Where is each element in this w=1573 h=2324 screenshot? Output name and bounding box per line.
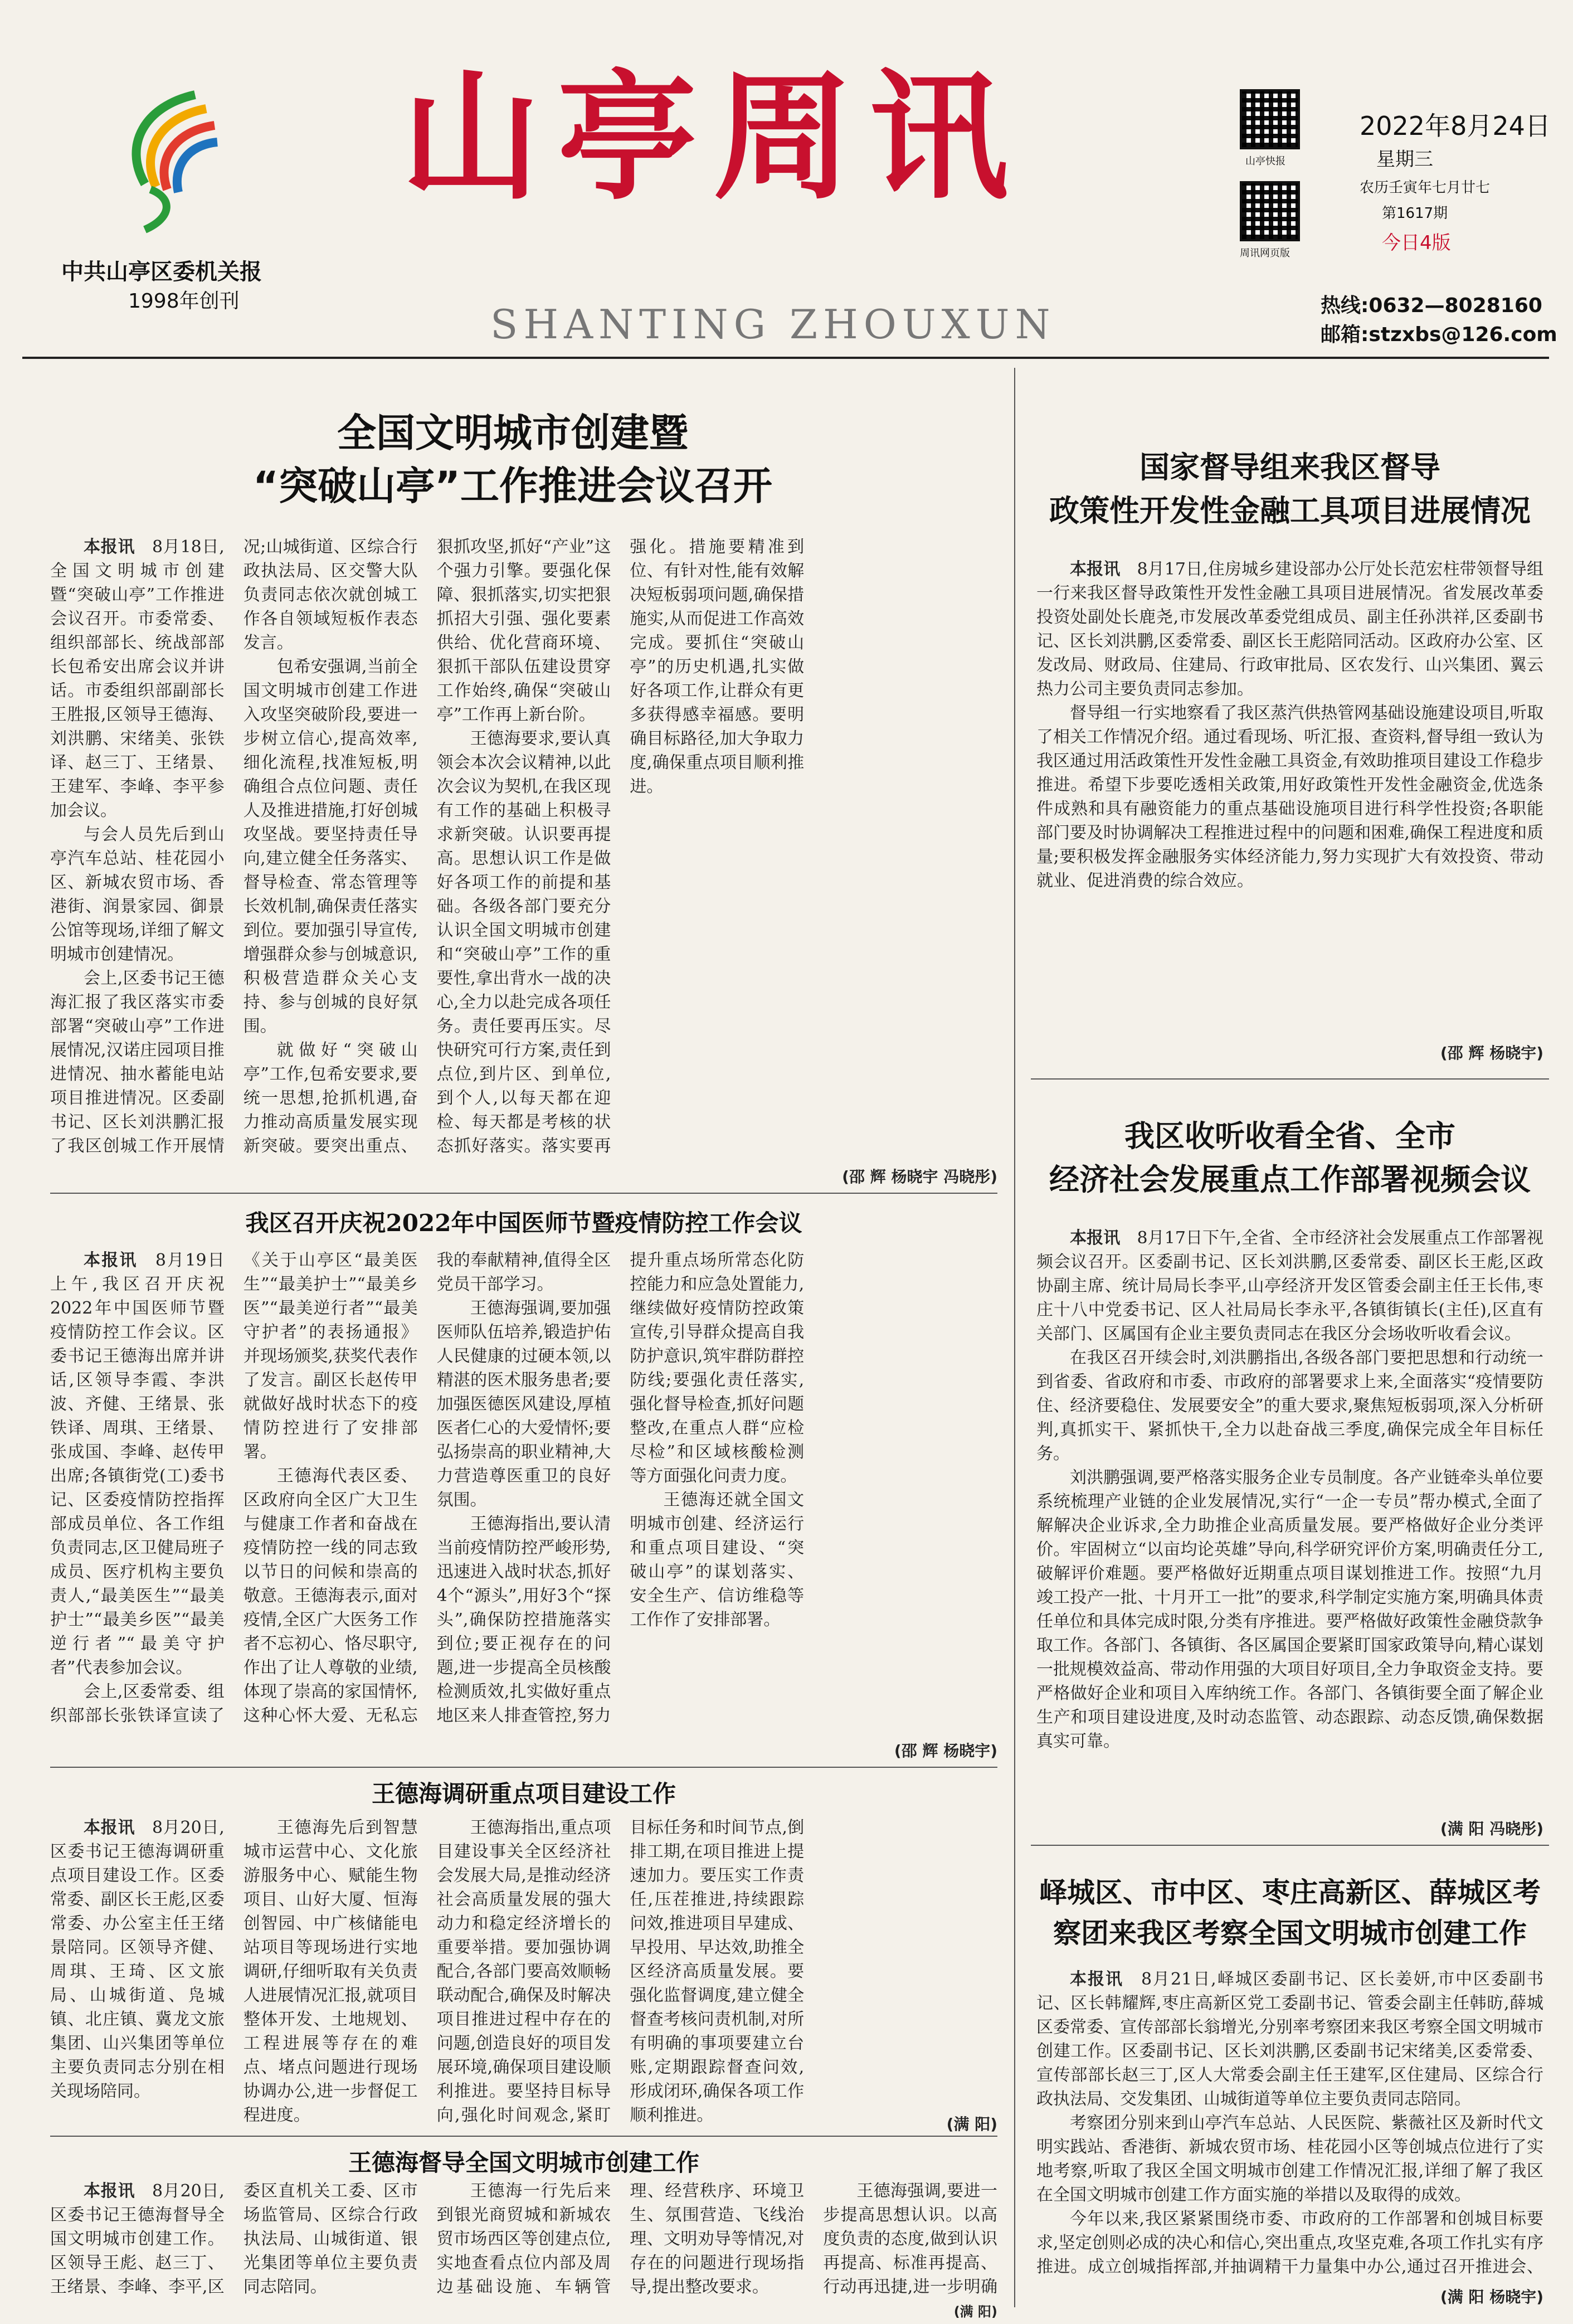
- article-headline: [1031, 446, 1549, 533]
- dateline: 本报讯: [1070, 1970, 1123, 1989]
- article-headline: 王德海督导全国文明城市创建工作: [348, 2149, 699, 2176]
- paragraph: 刘洪鹏强调,要严格落实服务企业专员制度。各产业链牵头单位要系统梳理产业链的企业发展情况,实行“一企一专员”帮办模式,全面了解解决企业诉求,全力助推企业高质量发展。要严格做好企业分类评价。牢固树立“以亩均论英雄”导向,科学研究评价方案,明确责任分工,破解评价难题。要严格做好近期重点项目谋划推进工作。按照“九月竣工投产一批、十月开工一批”的要求,科学制定实施方案,明确具体责任单位和具体完成时限,分类有序推进。要严格做好政策性金融贷款争取工作。各部门、各镇街、各区属国企要紧盯国家政策导向,精心谋划一批规模效益高、带动作用强的大项目好项目,全力争取资金支持。要严格做好企业和项目入库纳统工作。各部门、各镇街要全面了解企业生产和项目建设进度,及时动态监管、动态跟踪、动态反馈,确保数据真实可靠。: [1036, 1468, 1543, 1751]
- lead-headline-line1: 全国文明城市创建暨: [337, 410, 688, 456]
- paragraph: 今年以来,我区紧紧围绕市委、市政府的工作部署和创城目标要求,坚定创则必成的决心和信心,突出重点,攻坚克难,各项工作扎实有序推进。成立创城指挥部,并抽调精干力量集中办公,通过召开推进会、: [1036, 2209, 1543, 2277]
- qr-code-icon: [1240, 181, 1300, 241]
- qr-caption-1: 山亭快报: [1245, 155, 1285, 167]
- lunar-date: 农历壬寅年七月廿七: [1360, 179, 1491, 196]
- section-divider: [1031, 1845, 1549, 1846]
- dateline: 本报讯: [84, 1818, 135, 1837]
- article-headline: [1031, 1115, 1549, 1202]
- paragraph: 与会人员先后到山亭汽车总站、桂花园小区、新城农贸市场、香港街、润景家园、御景公馆等现场,详细了解文明城市创建情况。: [50, 825, 225, 964]
- section-divider: [50, 1767, 997, 1768]
- article-headline: 王德海调研重点项目建设工作: [371, 1780, 676, 1807]
- section-divider: [50, 2136, 997, 2137]
- paragraph: 8月17日,住房城乡建设部办公厅处长范宏柱带领督导组一行来我区督导政策性开发性金融工具项目进展情况。省发展改革委投资处副处长鹿尧,市发展改革委党组成员、副主任孙洪祥,区委副书记、区长刘洪鹏,区委常委、副区长王彪陪同活动。区政府办公室、区发改局、财政局、住建局、行政审批局、区农发行、山兴集团、翼云热力公司主要负责同志参加。: [1036, 560, 1543, 699]
- paragraph: 王德海强调,要进一步提高思想认识。以高度负责的态度,做到认识再提高、标准再提高、行动再迅捷,进一步明确: [823, 2181, 997, 2297]
- headline-line2: 政策性开发性金融工具项目进展情况: [1049, 493, 1531, 529]
- issue-number: 第1617期: [1382, 205, 1448, 222]
- paragraph: 就做好“突破山亭”工作,包希安要求,要统一思想,抢抓机遇,奋力推动高质量发展实现新突破。要突出重点、狠抓攻坚,抓好“产业”这个强力引擎。要强化保障、狠抓落实,切实把狠抓招大引强、强化要素供给、优化营商环境、狠抓干部队伍建设贯穿工作始终,确保“突破山亭”工作再上新台阶。: [243, 537, 611, 1156]
- dateline: 本报讯: [84, 2181, 135, 2201]
- page-count: 今日4版: [1382, 232, 1451, 254]
- article-body: [1036, 1226, 1543, 1811]
- paragraph: 王德海指出,要认清当前疫情防控严峻形势,迅速进入战时状态,抓好4个“源头”,用好3个“探头”,确保防控措施落实到位;要正视存在的问题,进一步提高全员核酸检测质效,扎实做好重点地区来人排查管控,努力提升重点场所常态化防控能力和应急处置能力,继续做好疫情防控政策宣传,引导群众提高自我防护意识,筑牢群防群控防线;要强化责任落实,强化督导检查,抓好问题整改,在重点人群“应检尽检”和区域核酸检测等方面强化问责力度。: [436, 1251, 805, 1725]
- article-body: [1036, 557, 1543, 1037]
- article-body: [50, 535, 997, 1176]
- byline: (邵 辉 杨晓宇 冯晓彤): [842, 1168, 997, 1186]
- founded-year: 1998年创刊: [128, 290, 240, 313]
- paragraph: 8月17日下午,全省、全市经济社会发展重点工作部署视频会议召开。区委副书记、区长刘洪鹏,区委常委、副区长王彪,区政协副主席、统计局局长李平,山亭经济开发区管委会副主任王长伟,枣庄十八中党委书记、区人社局局长李永平,各镇街镇长(主任),区直有关部门、区属国有企业主要负责同志在我区分会场收听收看会议。: [1036, 1228, 1543, 1344]
- lead-headline: [22, 407, 1003, 512]
- paragraph: 8月21日,峄城区委副书记、区长姜妍,市中区委副书记、区长韩耀辉,枣庄高新区党工委副书记、管委会副主任韩昉,薛城区委常委、宣传部部长翁增光,分别率考察团来我区考察全国文明城市创建工作。区委副书记、区长刘洪鹏,区委副书记宋绪美,区委常委、宣传部部长赵三丁,区人大常委会副主任王建军,区住建局、区综合行政执法局、交发集团、山城街道等单位主要负责同志陪同。: [1036, 1970, 1543, 2109]
- dateline: 本报讯: [84, 537, 135, 557]
- dateline: 本报讯: [1070, 1228, 1121, 1248]
- headline-line2: 察团来我区考察全国文明城市创建工作: [1053, 1917, 1527, 1949]
- hotline: 热线:0632—8028160: [1321, 294, 1542, 317]
- paragraph: 王德海强调,要加强医师队伍培养,锻造护佑人民健康的过硬本领,以精湛的医术服务患者;要加强医德医风建设,厚植医者仁心的大爱情怀;要弘扬崇高的职业精神,大力营造尊医重卫的良好氛围。: [436, 1299, 611, 1510]
- email: 邮箱:stzxbs@126.com: [1321, 323, 1557, 346]
- masthead-title: 山亭周讯: [401, 55, 1025, 218]
- article-body: [50, 1816, 997, 2128]
- column-divider: [1014, 368, 1015, 2307]
- paragraph: 会上,区委书记王德海汇报了我区落实市委部署“突破山亭”工作进展情况,汉诺庄园项目推进情况、抽水蓄能电站项目推进情况。区委副书记、区长刘洪鹏汇报了我区创城工作开展情况;山城街道、区综合行政执法局、区交警大队负责同志依次就创城工作各自领域短板作表态发言。: [50, 537, 418, 1156]
- headline-line2: 经济社会发展重点工作部署视频会议: [1049, 1162, 1531, 1198]
- byline: (邵 辉 杨晓宇): [894, 1742, 997, 1760]
- byline: (满 阳 冯晓彤): [1440, 1820, 1543, 1838]
- paragraph: 包希安强调,当前全国文明城市创建工作进入攻坚突破阶段,要进一步树立信心,提高效率,细化流程,找准短板,明确组合点位问题、责任人及推进措施,打好创城攻坚战。要坚持责任导向,建立健全任务落实、督导检查、常态管理等长效机制,确保责任落实到位。要加强引导宣传,增强群众参与创城意识,积极营造群众关心支持、参与创城的良好氛围。: [243, 657, 418, 1036]
- dateline: 本报讯: [1070, 560, 1121, 579]
- byline: (满 阳 杨晓宇): [1440, 2288, 1543, 2306]
- paragraph: 督导组一行实地察看了我区蒸汽供热管网基础设施建设项目,听取了相关工作情况介绍。通过看现场、听汇报、查资料,督导组一致认为我区通过用活政策性开发性金融工具资金,有效助推项目建设工作稳步推进。希望下步要吃透相关政策,用好政策性开发性金融资金,优选条件成熟和具有融资能力的重点基础设施项目进行科学性投资;各职能部门要及时协调解决工程推进过程中的问题和困难,确保工程进度和质量;要积极发挥金融服务实体经济能力,努力实现扩大有效投资、带动就业、促进消费的综合效应。: [1036, 703, 1543, 891]
- byline: (满 阳): [946, 2115, 997, 2133]
- article-headline: 我区召开庆祝2022年中国医师节暨疫情防控工作会议: [245, 1209, 802, 1237]
- byline: (邵 辉 杨晓宇): [1440, 1044, 1543, 1062]
- paragraph: 王德海指出,重点项目建设事关全区经济社会发展大局,是推动经济社会高质量发展的强大动力和稳定经济增长的重要举措。要加强协调配合,各部门要高效顺畅联动配合,确保及时解决项目推进过程中存在的问题,创造良好的项目发展环境,确保项目建设顺利推进。要坚持目标导向,强化时间观念,紧盯目标任务和时间节点,倒排工期,在项目推进上提速加力。要压实工作责任,压茬推进,持续跟踪问效,推进项目早建成、早投用、早达效,助推全区经济高质量发展。要强化监督调度,建立健全督查考核问责机制,对所有明确的事项要建立台账,定期跟踪督查问效,形成闭环,确保各项工作顺利推进。: [436, 1818, 805, 2125]
- article-body: [1036, 1967, 1543, 2279]
- paragraph: 8月20日,区委书记王德海调研重点项目建设工作。区委常委、副区长王彪,区委常委、办公室主任王绪景陪同。区领导齐健、周琪、王琦、区文旅局、山城街道、凫城镇、北庄镇、冀龙文旅集团、山兴集团等单位主要负责同志分别在相关现场陪同。: [50, 1818, 225, 2101]
- dateline: 本报讯: [84, 1251, 138, 1270]
- paragraph: 考察团分别来到山亭汽车总站、人民医院、紫薇社区及新时代文明实践站、香港街、新城农贸市场、桂花园小区等创城点位进行了实地考察,听取了我区全国文明城市创建工作情况汇报,详细了解了我区在全国文明城市创建工作方面实施的举措以及取得的成效。: [1036, 2113, 1543, 2205]
- paragraph: 8月18日,全国文明城市创建暨“突破山亭”工作推进会议召开。市委常委、组织部部长、统战部部长包希安出席会议并讲话。市委组织部副部长王胜报,区领导王德海、刘洪鹏、宋绪美、张铁译、赵三丁、王绪景、王建军、李峰、李平参加会议。: [50, 537, 225, 820]
- header-rule: [22, 357, 1549, 359]
- paragraph: 会上,区委常委、组织部部长张铁译宣读了《关于山亭区“最美医生”“最美护士”“最美乡医”“最美逆行者”“最美守护者”的表扬通报》并现场颁奖,获奖代表作了发言。副区长赵传甲就做好战时状态下的疫情防控进行了安排部署。: [50, 1251, 418, 1725]
- weekday: 星期三: [1376, 148, 1433, 171]
- byline: (满 阳): [953, 2304, 997, 2320]
- section-divider: [1031, 1078, 1549, 1080]
- article-body: [50, 2179, 997, 2299]
- headline-line1: 我区收听收看全省、全市: [1124, 1119, 1455, 1154]
- lead-headline-line2: “突破山亭”工作推进会议召开: [252, 463, 772, 509]
- paragraph: 王德海先后到智慧城市运营中心、文化旅游服务中心、赋能生物项目、山好大厦、恒海创智园、中广核储能电站项目等现场进行实地调研,仔细听取有关负责人进展情况汇报,就项目整体开发、土地规划、工程进展等存在的难点、堵点问题进行现场协调办公,进一步督促工程进度。: [243, 1818, 418, 2125]
- paragraph: 王德海一行先后来到银光商贸城和新城农贸市场西区等创建点位,实地查看点位内部及周边基础设施、车辆管理、经营秩序、环境卫生、氛围营造、飞线治理、文明劝导等情况,对存在的问题进行现场指导,提出整改要求。: [436, 2181, 805, 2297]
- qr-code-icon: [1240, 89, 1300, 149]
- publisher-org: 中共山亭区委机关报: [61, 259, 262, 285]
- paragraph: 在我区召开续会时,刘洪鹏指出,各级各部门要把思想和行动统一到省委、省政府和市委、市政府的部署要求上来,全面落实“疫情要防住、经济要稳住、发展要安全”的重大要求,聚焦短板弱项,深入分析研判,真抓实干、紧抓快干,全力以赴奋战三季度,确保完成全年目标任务。: [1036, 1348, 1543, 1464]
- paragraph: 8月20日,区委书记王德海督导全国文明城市创建工作。区领导王彪、赵三丁、王绪景、李峰、李平,区委区直机关工委、区市场监管局、区综合行政执法局、山城街道、银光集团等单位主要负责同志陪同。: [50, 2181, 418, 2297]
- issue-date: 2022年8月24日: [1360, 111, 1551, 141]
- article-body: [50, 1248, 997, 1728]
- paragraph: 王德海还就全国文明城市创建、经济运行和重点项目建设、“突破山亭”的谋划落实、安全生产、信访维稳等工作作了安排部署。: [630, 1490, 805, 1630]
- headline-line1: 峄城区、市中区、枣庄高新区、薛城区考: [1039, 1876, 1541, 1909]
- headline-line1: 国家督导组来我区督导: [1139, 450, 1440, 485]
- section-divider: [50, 1193, 997, 1194]
- paragraph: 王德海代表区委、区政府向全区广大卫生与健康工作者和奋战在疫情防控一线的同志致以节日的问候和崇高的敬意。王德海表示,面对疫情,全区广大医务工作者不忘初心、恪尽职守,作出了让人尊敬的业绩,体现了崇高的家国情怀,这种心怀大爱、无私忘我的奉献精神,值得全区党员干部学习。: [243, 1251, 611, 1725]
- paragraph: 8月19日上午,我区召开庆祝2022年中国医师节暨疫情防控工作会议。区委书记王德海出席并讲话,区领导李霞、李洪波、齐健、王绪景、张铁译、周琪、王绪景、张成国、李峰、赵传甲出席;各镇街党(工)委书记、区委疫情防控指挥部成员单位、各工作组负责同志,区卫健局班子成员、医疗机构主要负责人,“最美医生”“最美护士”“最美乡医”“最美逆行者”“最美守护者”代表参加会议。: [50, 1251, 225, 1678]
- qr-caption-2: 周讯网页版: [1240, 247, 1290, 259]
- article-headline: [1031, 1873, 1549, 1953]
- paragraph: 王德海要求,要认真领会本次会议精神,以此次会议为契机,在我区现有工作的基础上积极寻求新突破。认识要再提高。思想认识工作是做好各项工作的前提和基础。各级各部门要充分认识全国文明城市创建和“突破山亭”工作的重要性,拿出背水一战的决心,全力以赴完成各项任务。责任要再压实。尽快研究可行方案,责任到点位,到片区、到单位,到个人,以每天都在迎检、每天都是考核的状态抓好落实。落实要再强化。措施要精准到位、有针对性,能有效解决短板弱项问题,确保措施实,从而促进工作高效完成。要抓住“突破山亭”的历史机遇,扎实做好各项工作,让群众有更多获得感幸福感。要明确目标路径,加大争取力度,确保重点项目顺利推进。: [436, 537, 805, 1156]
- masthead-pinyin: SHANTING ZHOUXUN: [490, 301, 1056, 348]
- logo-ribbon-icon: [111, 84, 223, 240]
